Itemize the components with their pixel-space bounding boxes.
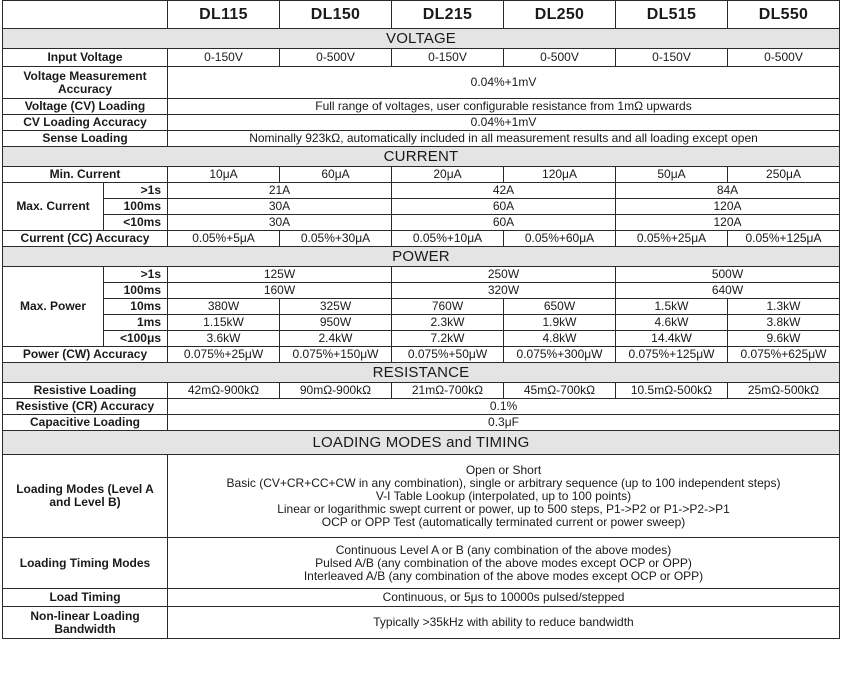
model-header: DL250 <box>504 1 616 29</box>
cell: 2.3kW <box>392 315 504 331</box>
cell: 650W <box>504 299 616 315</box>
cell: Typically >35kHz with ability to reduce bandwidth <box>168 607 840 639</box>
row-label: Voltage Measurement Accuracy <box>3 67 168 99</box>
section-power <box>3 247 840 267</box>
section-voltage <box>3 29 840 49</box>
section-resistance <box>3 363 840 383</box>
cell: 3.8kW <box>728 315 840 331</box>
resistive-loading-row <box>3 383 840 399</box>
cv-accuracy-row <box>3 115 840 131</box>
cell: 0-500V <box>280 49 392 67</box>
sub-label: 100ms <box>104 283 168 299</box>
row-label: Current (CC) Accuracy <box>3 231 168 247</box>
cell: 30A <box>168 199 392 215</box>
row-label: Non-linear Loading Bandwidth <box>3 607 168 639</box>
row-label: CV Loading Accuracy <box>3 115 168 131</box>
model-header: DL515 <box>616 1 728 29</box>
cell: 120A <box>616 199 840 215</box>
sub-label: 1ms <box>104 315 168 331</box>
row-label: Loading Timing Modes <box>3 538 168 589</box>
sub-label: 100ms <box>104 199 168 215</box>
mode-line: Open or Short <box>465 462 542 477</box>
cell: 0.075%+300μW <box>504 347 616 363</box>
cell: 160W <box>168 283 392 299</box>
cell: 1.5kW <box>616 299 728 315</box>
loading-modes-row <box>3 455 840 538</box>
max-power-row <box>3 283 840 299</box>
cell: 500W <box>616 267 840 283</box>
sub-label: <10ms <box>104 215 168 231</box>
cell: 0.075%+50μW <box>392 347 504 363</box>
cell: 760W <box>392 299 504 315</box>
model-header: DL150 <box>280 1 392 29</box>
cell: 325W <box>280 299 392 315</box>
timing-line: Pulsed A/B (any combination of the above modes except OCP or OPP) <box>315 555 692 570</box>
cell: 90mΩ-900kΩ <box>280 383 392 399</box>
cell: 60μA <box>280 167 392 183</box>
cell: 0-150V <box>168 49 280 67</box>
cell: Continuous, or 5μs to 10000s pulsed/stepped <box>168 589 840 607</box>
cell: 50μA <box>616 167 728 183</box>
cell: 0.075%+150μW <box>280 347 392 363</box>
cell: 7.2kW <box>392 331 504 347</box>
section-title: VOLTAGE <box>3 29 840 49</box>
row-label: Resistive Loading <box>3 383 168 399</box>
header-corner <box>3 1 168 29</box>
cell: 42A <box>392 183 616 199</box>
cell: 0.3μF <box>168 415 840 431</box>
row-label: Power (CW) Accuracy <box>3 347 168 363</box>
cell: 120A <box>616 215 840 231</box>
cell: 125W <box>168 267 392 283</box>
sub-label: >1s <box>104 267 168 283</box>
row-label: Loading Modes (Level A and Level B) <box>3 455 168 538</box>
current-accuracy-row <box>3 231 840 247</box>
row-label: Max. Power <box>3 267 104 347</box>
input-voltage-row <box>3 49 840 67</box>
max-current-row <box>3 199 840 215</box>
timing-modes-row <box>3 538 840 589</box>
row-label: Capacitive Loading <box>3 415 168 431</box>
cell: 0.075%+625μW <box>728 347 840 363</box>
mode-line: OCP or OPP Test (automatically terminated current or power sweep) <box>321 514 686 529</box>
load-timing-row <box>3 589 840 607</box>
cell: 30A <box>168 215 392 231</box>
cell: 3.6kW <box>168 331 280 347</box>
section-loading-modes <box>3 431 840 455</box>
cell: 120μA <box>504 167 616 183</box>
cell: 640W <box>616 283 840 299</box>
cell: 0.05%+5μA <box>168 231 280 247</box>
cell: 0.05%+125μA <box>728 231 840 247</box>
min-current-row <box>3 167 840 183</box>
row-label: Resistive (CR) Accuracy <box>3 399 168 415</box>
max-power-row <box>3 267 840 283</box>
cell: 1.3kW <box>728 299 840 315</box>
cell: 10.5mΩ-500kΩ <box>616 383 728 399</box>
cell: Full range of voltages, user configurable resistance from 1mΩ upwards <box>168 99 840 115</box>
sense-loading-row <box>3 131 840 147</box>
cell: 14.4kW <box>616 331 728 347</box>
cell: 21A <box>168 183 392 199</box>
sub-label: >1s <box>104 183 168 199</box>
cell: 42mΩ-900kΩ <box>168 383 280 399</box>
cell: 250W <box>392 267 616 283</box>
cell: 25mΩ-500kΩ <box>728 383 840 399</box>
cell: 0.1% <box>168 399 840 415</box>
capacitive-loading-row <box>3 415 840 431</box>
cell: 0.04%+1mV <box>168 67 840 99</box>
spec-table <box>2 0 840 639</box>
cell: Nominally 923kΩ, automatically included in all measurement results and all loading except open <box>168 131 840 147</box>
max-current-row <box>3 215 840 231</box>
cell: 0.05%+25μA <box>616 231 728 247</box>
model-header-row <box>3 1 840 29</box>
cell: 45mΩ-700kΩ <box>504 383 616 399</box>
max-current-row <box>3 183 840 199</box>
section-title: LOADING MODES and TIMING <box>3 431 840 455</box>
power-accuracy-row <box>3 347 840 363</box>
timing-modes-cell <box>168 538 840 589</box>
cell: 0.05%+10μA <box>392 231 504 247</box>
section-current <box>3 147 840 167</box>
cell: 21mΩ-700kΩ <box>392 383 504 399</box>
section-title: POWER <box>3 247 840 267</box>
cell: 20μA <box>392 167 504 183</box>
section-title: CURRENT <box>3 147 840 167</box>
cell: 60A <box>392 215 616 231</box>
cell: 0-150V <box>616 49 728 67</box>
max-power-row <box>3 299 840 315</box>
row-label: Sense Loading <box>3 131 168 147</box>
model-header: DL115 <box>168 1 280 29</box>
cell: 0-500V <box>504 49 616 67</box>
timing-line: Interleaved A/B (any combination of the above modes except OCP or OPP) <box>303 568 704 583</box>
cell: 380W <box>168 299 280 315</box>
timing-line: Continuous Level A or B (any combination of the above modes) <box>335 542 672 557</box>
sub-label: 10ms <box>104 299 168 315</box>
cell: 0.05%+30μA <box>280 231 392 247</box>
mode-line: Linear or logarithmic swept current or power, up to 500 steps, P1->P2 or P1->P2->P1 <box>277 501 730 516</box>
sub-label: <100μs <box>104 331 168 347</box>
cell: 320W <box>392 283 616 299</box>
cell: 0-150V <box>392 49 504 67</box>
model-header: DL550 <box>728 1 840 29</box>
cell: 0.075%+125μW <box>616 347 728 363</box>
cv-loading-row <box>3 99 840 115</box>
cell: 60A <box>392 199 616 215</box>
cell: 950W <box>280 315 392 331</box>
mode-line: Basic (CV+CR+CC+CW in any combination), single or arbitrary sequence (up to 100 independent steps) <box>226 475 781 490</box>
cell: 0.04%+1mV <box>168 115 840 131</box>
max-power-row <box>3 331 840 347</box>
resistive-accuracy-row <box>3 399 840 415</box>
cell: 9.6kW <box>728 331 840 347</box>
cell: 1.15kW <box>168 315 280 331</box>
section-title: RESISTANCE <box>3 363 840 383</box>
row-label: Input Voltage <box>3 49 168 67</box>
cell: 2.4kW <box>280 331 392 347</box>
cell: 4.8kW <box>504 331 616 347</box>
mode-line: V-I Table Lookup (interpolated, up to 100 points) <box>375 488 632 503</box>
row-label: Max. Current <box>3 183 104 231</box>
cell: 10μA <box>168 167 280 183</box>
max-power-row <box>3 315 840 331</box>
row-label: Load Timing <box>3 589 168 607</box>
voltage-measurement-row <box>3 67 840 99</box>
row-label: Min. Current <box>3 167 168 183</box>
cell: 84A <box>616 183 840 199</box>
cell: 0-500V <box>728 49 840 67</box>
cell: 1.9kW <box>504 315 616 331</box>
cell: 4.6kW <box>616 315 728 331</box>
row-label: Voltage (CV) Loading <box>3 99 168 115</box>
model-header: DL215 <box>392 1 504 29</box>
bandwidth-row <box>3 607 840 639</box>
loading-modes-cell <box>168 455 840 538</box>
cell: 250μA <box>728 167 840 183</box>
cell: 0.075%+25μW <box>168 347 280 363</box>
cell: 0.05%+60μA <box>504 231 616 247</box>
